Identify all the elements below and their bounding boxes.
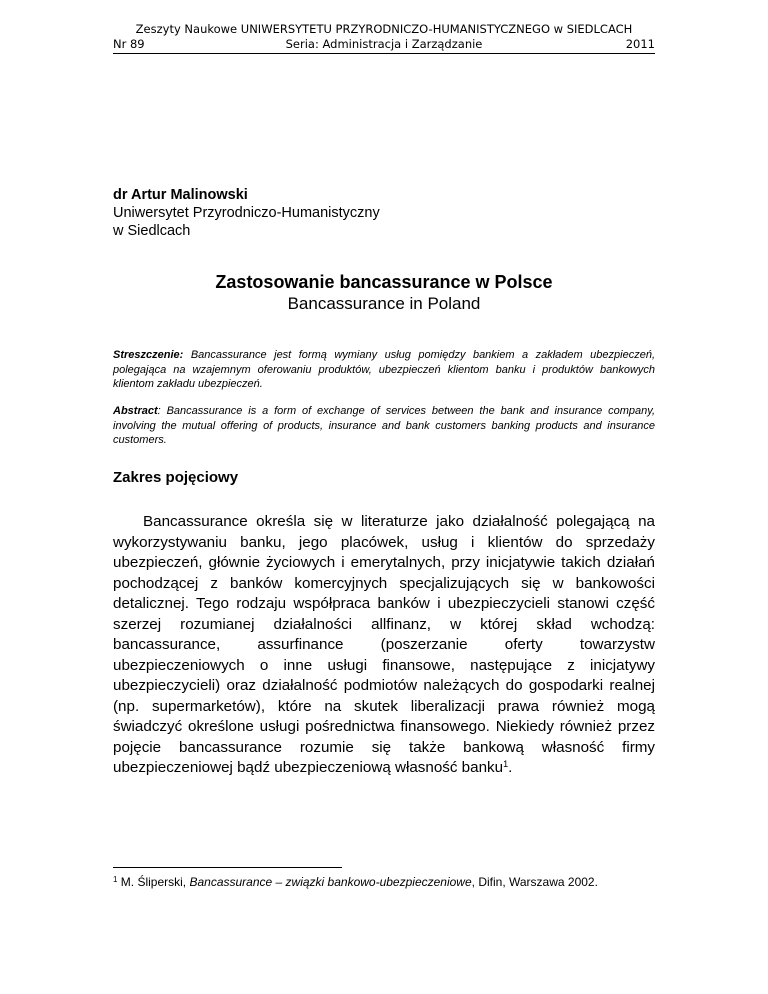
- issue-number: Nr 89: [113, 37, 145, 51]
- header-issue-line: [113, 37, 655, 54]
- body-paragraph: [113, 512, 655, 779]
- paragraph-end: .: [508, 759, 513, 776]
- author-affiliation: Uniwersytet Przyrodniczo-Humanistyczny: [113, 205, 380, 221]
- abstract-label: Abstract: [113, 405, 158, 417]
- footnote-title: Bancassurance – związki bankowo-ubezpieczeniowe: [189, 875, 472, 889]
- footnote-author: M. Śliperski,: [120, 875, 190, 889]
- journal-name: Zeszyty Naukowe UNIWERSYTETU PRZYRODNICZO-HUMANISTYCZNEGO w SIEDLCACH: [135, 22, 633, 36]
- footnote-number: 1: [113, 875, 118, 884]
- paper-title-english: Bancassurance in Poland: [287, 294, 481, 313]
- footnote: [113, 875, 673, 890]
- journal-header: [113, 22, 655, 54]
- paragraph-text: Bancassurance określa się w literaturze jako działalność polegającą na wykorzystywaniu banku, jego placówek, usług i klientów do sprzedaży ubezpieczeń, głównie życiowych i emerytalnych, przy inicjatywie takich działań pochodzącej z banków komercyjnych specjalizujących się w bankowości detalicznej. Tego rodzaju współpraca banków i ubezpieczycieli stanowi część szerzej rozumianej działalności allfinanz, w której skład wchodzą: bancassurance, assurfinance (poszerzanie oferty towarzystw ubezpieczeniowych o inne usługi finansowe, następujące z inicjatywy ubezpieczycieli) oraz działalność podmiotów należących do gospodarki realnej (np. supermarketów), które na skutek liberalizacji prawa również mogą świadczyć określone usługi pośrednictwa finansowego. Niekiedy również przez pojęcie bancassurance rozumie się także bankową własność firmy ubezpieczeniowej bądź ubezpieczeniową własność banku: [113, 513, 655, 776]
- footnote-reference[interactable]: 1: [503, 759, 509, 769]
- summary-polish: [113, 348, 655, 392]
- paper-title: Zastosowanie bancassurance w Polsce: [215, 272, 553, 292]
- footnote-publisher: , Difin, Warszawa 2002.: [471, 875, 598, 889]
- summary-english: [113, 404, 655, 448]
- footnote-separator: [113, 867, 342, 868]
- title-block: [113, 271, 655, 315]
- author-block: [113, 186, 380, 240]
- abstract-text: : Bancassurance is a form of exchange of services between the bank and insurance company, involving the mutual offering of products, insurance and bank customers banking products and insurance customers.: [113, 405, 655, 446]
- series-name: Seria: Administracja i Zarządzanie: [285, 37, 483, 51]
- section-heading: Zakres pojęciowy: [113, 469, 239, 486]
- issue-year: 2011: [625, 37, 655, 51]
- summary-text: Bancassurance jest formą wymiany usług pomiędzy bankiem a zakładem ubezpieczeń, polegająca na wzajemnym oferowaniu produktów, ubezpieczeń klientom banku i produktów bankowych klientom zakładu ubezpieczeń.: [113, 349, 656, 390]
- author-name: dr Artur Malinowski: [113, 187, 248, 203]
- author-city: w Siedlcach: [113, 223, 191, 239]
- summary-label: Streszczenie:: [113, 349, 184, 361]
